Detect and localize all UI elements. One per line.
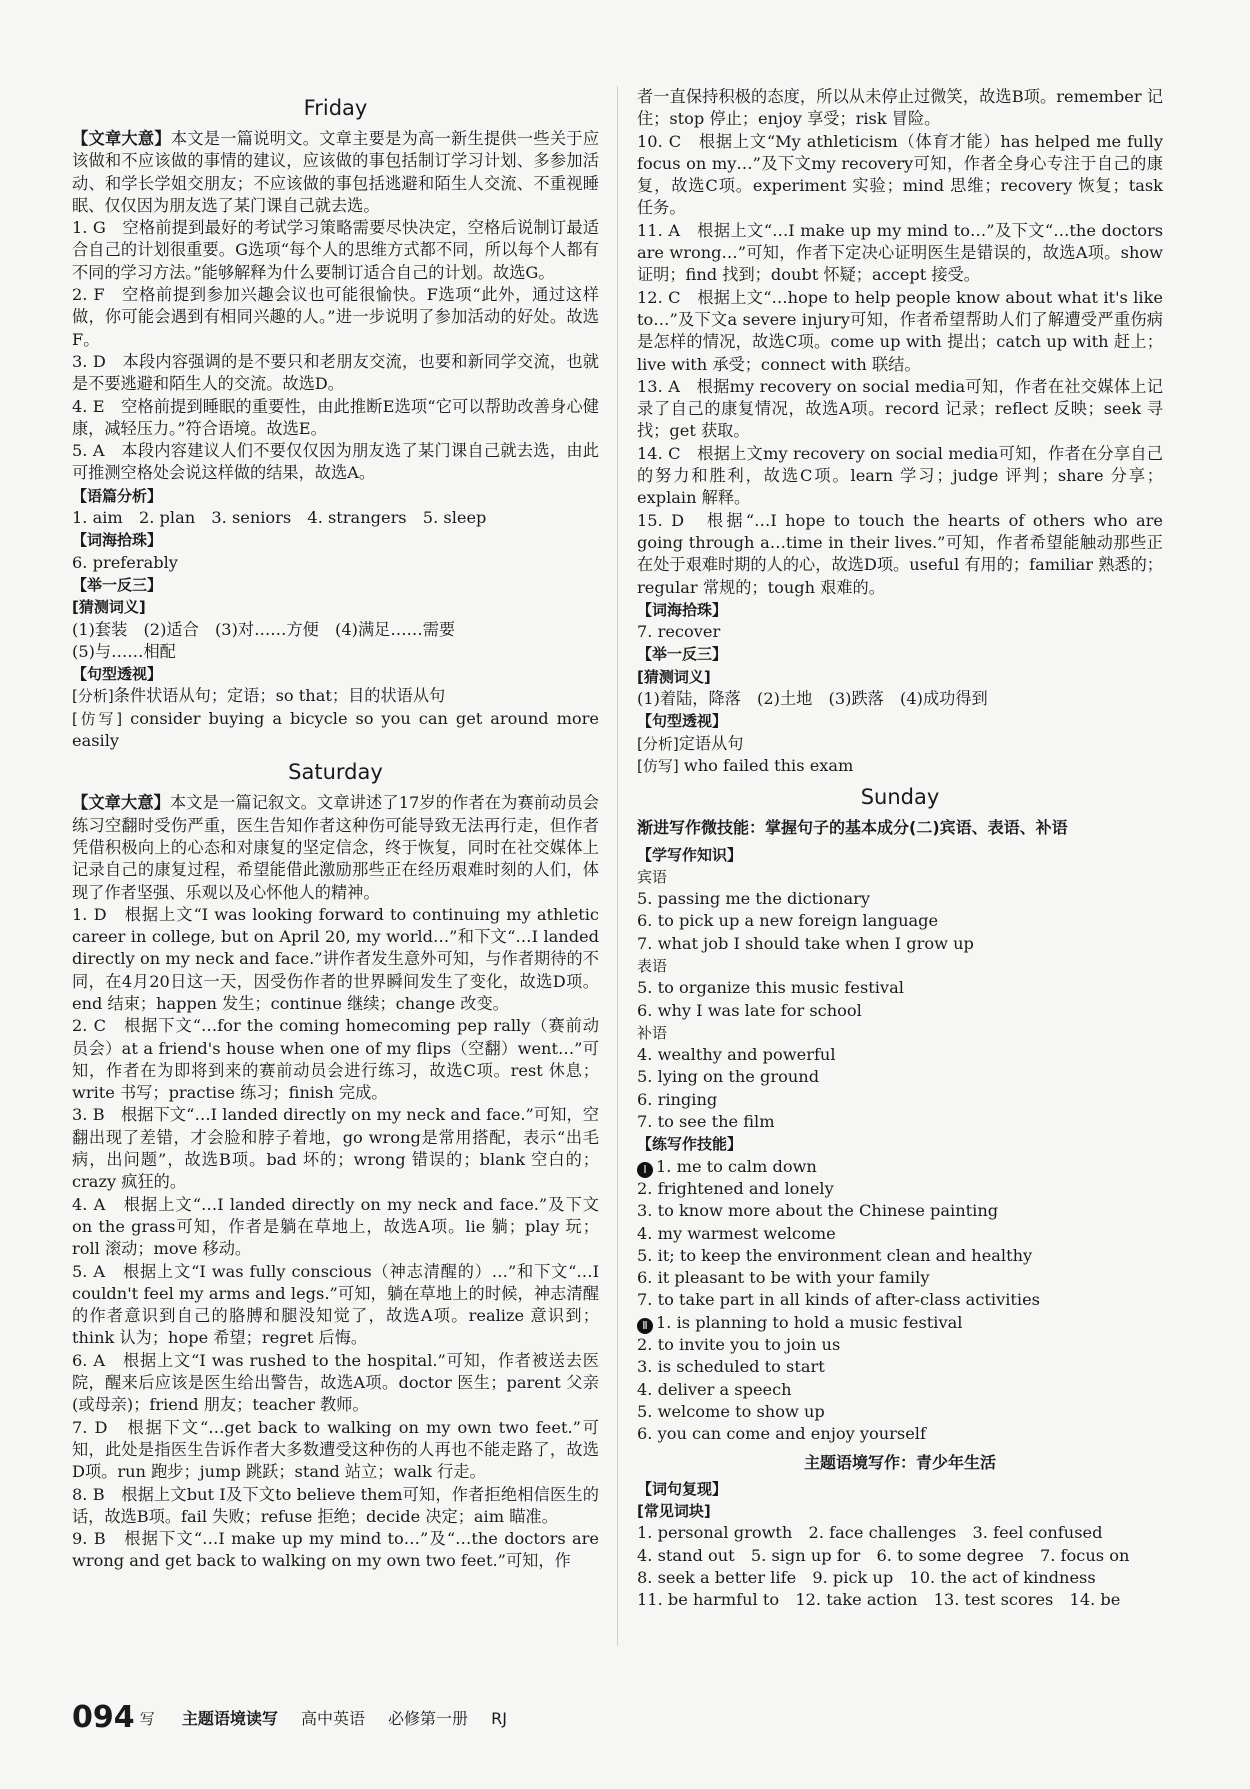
- sunday-title: Sunday: [860, 785, 940, 810]
- answer-line: 6. why I was late for school: [637, 1000, 862, 1020]
- imitation-text: who failed this exam: [683, 755, 854, 775]
- friday-item: 1. G 空格前提到最好的考试学习策略需要尽快决定，空格后说制订最适合自己的计划很重要。G选项“每个人的思维方式都不同，所以每个人都有不同的学习方法。”能够解释为什么要制订适合自己的计划。故选G。: [72, 218, 599, 282]
- saturday-item: 11. A 根据上文“…I make up my mind to…”及下文“…the doctors are wrong…”可知，作者下定决心证明医生是错误的，故选A项。show 证明；find 找到；doubt 怀疑；accept 接受。: [637, 220, 1163, 285]
- answer-line: 4. wealthy and powerful: [637, 1045, 836, 1065]
- answer-line: 5. it; to keep the environment clean and healthy: [637, 1245, 1033, 1265]
- answer-line: 6. it pleasant to be with your family: [637, 1268, 930, 1288]
- saturday-item: 10. C 根据上文“My athleticism（体育才能）has helped me fully focus on my…”及下文my recovery可知，作者全身心专注于自己的康复，故选C项。experiment 实验；mind 思维；recovery 恢复；task 任务。: [637, 131, 1163, 218]
- answer-line: 5. passing me the dictionary: [637, 889, 871, 909]
- friday-item: 2. F 空格前提到参加兴趣会议也可能很愉快。F选项“此外，通过这样做，你可能会遇到有相同兴趣的人。”进一步说明了参加活动的好处。故选F。: [72, 285, 599, 349]
- analysis-line: [637, 733, 1163, 755]
- summary-tag: 【文章大意】: [72, 129, 171, 148]
- section-heading: 【练写作技能】: [637, 1135, 743, 1154]
- friday-item: 5. A 本段内容建议人们不要仅仅因为朋友选了某门课自己就去选，由此可推测空格处会说这样做的结果，故选A。: [72, 441, 599, 483]
- answer-line: 7. to take part in all kinds of after-class activities: [637, 1290, 1040, 1310]
- answer-line: 7. to see the film: [637, 1112, 775, 1132]
- part-two-marker: Ⅱ: [637, 1318, 653, 1334]
- saturday-item: 5. A 根据上文“I was fully conscious（神志清醒的）…”和下文“…I couldn't feel my arms and legs.”可知，躺在草地上的时候，神志清醒的作者意识到自己的胳膊和腿没知觉了，故选A项。realize 意识到；think 认为；hope 希望；regret 后悔。: [72, 1261, 599, 1348]
- section-heading: 【学写作知识】: [637, 845, 743, 864]
- saturday-item: 3. B 根据下文“…I landed directly on my neck and face.”可知，空翻出现了差错，才会脸和脖子着地，go wrong是常用搭配，表示“出毛病，出问题”，故选B项。bad 坏的；wrong 错误的；blank 空白的；crazy 疯狂的。: [72, 1105, 599, 1192]
- group-label: 宾语: [637, 867, 668, 886]
- tag-analysis: [分析]: [637, 734, 679, 753]
- section-heading: 【举一反三】: [637, 645, 728, 664]
- answer-line: 7. recover: [637, 622, 721, 642]
- saturday-item: 者一直保持积极的态度，所以从未停止过微笑，故选B项。remember 记住；stop 停止；enjoy 享受；risk 冒险。: [637, 87, 1163, 129]
- answer-line: 1. personal growth 2. face challenges 3. feel confused: [637, 1523, 1103, 1543]
- saturday-item: 6. A 根据上文“I was rushed to the hospital.”可知，作者被送去医院，醒来后应该是医生给出警告，故选A项。doctor 医生；parent 父亲(或母亲)；friend 朋友；teacher 教师。: [72, 1350, 599, 1415]
- answer-line: [637, 1156, 1163, 1178]
- answer-line: 7. what job I should take when I grow up: [637, 933, 974, 953]
- answer-line: 6. to pick up a new foreign language: [637, 911, 939, 931]
- summary-text: 本文是一篇说明文。文章主要是为高一新生提供一些关于应该做和不应该做的事情的建议，应该做的事包括制订学习计划、多参加活动、和学长学姐交朋友；不应该做的事包括逃避和陌生人交流、不重视睡眠、仅仅因为朋友选了某门课自己就去选。: [72, 129, 600, 215]
- imitation-line: [637, 755, 1163, 777]
- friday-title: Friday: [303, 96, 368, 120]
- left-column: [72, 88, 599, 1573]
- answer-line: 6. ringing: [637, 1089, 718, 1109]
- book-volume: 必修第一册: [388, 1709, 469, 1728]
- answer-line: 5. to organize this music festival: [637, 978, 904, 998]
- imitation-line: [72, 708, 599, 753]
- right-column: [637, 86, 1163, 1612]
- answer-line: 5. welcome to show up: [637, 1401, 825, 1421]
- section-heading: 【词句复现】: [637, 1479, 728, 1498]
- answer-line: (1)套装 (2)适合 (3)对……方便 (4)满足……需要: [72, 619, 456, 639]
- section-heading: 【举一反三】: [72, 575, 163, 594]
- section-heading: 【句型透视】: [72, 665, 163, 684]
- friday-item: 3. D 本段内容强调的是不要只和老朋友交流，也要和新同学交流，也就是不要逃避和陌生人的交流。故选D。: [72, 351, 599, 394]
- saturday-item: 9. B 根据下文“…I make up my mind to…”及“…the doctors are wrong and get back to walking on my own two feet.”可知，作: [72, 1529, 599, 1571]
- answer-line: 3. is scheduled to start: [637, 1357, 825, 1377]
- book-title: 主题语境读写: [181, 1709, 278, 1728]
- answer-line: 6. preferably: [72, 552, 178, 572]
- answer-line: 6. you can come and enjoy yourself: [637, 1424, 926, 1444]
- analysis-line: [72, 685, 599, 707]
- summary-text: 本文是一篇记叙文。文章讲述了17岁的作者在为赛前动员会练习空翻时受伤严重，医生告知作者这种伤可能导致无法再行走，但作者凭借积极向上的心态和对康复的坚定信念，终于恢复，同时在社交媒体上记录自己的康复过程，希望能借此激励那些正在经历艰难时刻的人们，体现了作者坚强、乐观以及心怀他人的精神。: [72, 793, 599, 902]
- page-footer: [72, 1700, 525, 1740]
- saturday-summary: [72, 792, 599, 903]
- tag-imitation: [仿写]: [72, 709, 123, 728]
- column-divider: [617, 86, 618, 1646]
- analysis-text: 条件状语从句；定语；so that；目的状语从句: [113, 686, 446, 706]
- analysis-text: 定语从句: [678, 733, 744, 753]
- page-section: 写: [139, 1710, 155, 1728]
- page-number: 094: [72, 1700, 135, 1735]
- section-heading: 【语篇分析】: [72, 486, 163, 505]
- imitation-text: consider buying a bicycle so you can get around more easily: [72, 708, 599, 751]
- skill-heading: 渐进写作微技能：掌握句子的基本成分(二)宾语、表语、补语: [637, 818, 1068, 838]
- answer-line: 4. deliver a speech: [637, 1379, 792, 1399]
- subsection-heading: [常见词块]: [637, 1502, 711, 1521]
- subsection-heading: [猜测词义]: [72, 598, 146, 617]
- answer-line: 11. be harmful to 12. take action 13. test scores 14. be: [637, 1590, 1121, 1610]
- answer-line: 4. my warmest welcome: [637, 1223, 836, 1243]
- group-label: 表语: [637, 956, 668, 975]
- saturday-item: 8. B 根据上文but I及下文to believe them可知，作者拒绝相信医生的话，故选B项。fail 失败；refuse 拒绝；decide 决定；aim 瞄准。: [72, 1484, 599, 1526]
- saturday-item: 14. C 根据上文my recovery on social media可知，作者在分享自己的努力和胜利，故选C项。learn 学习；judge 评判；share 分享；explain 解释。: [637, 443, 1163, 508]
- answer-text: 1. me to calm down: [656, 1156, 817, 1176]
- section-heading: 【词海拾珠】: [637, 600, 728, 619]
- tag-analysis: [分析]: [72, 687, 114, 706]
- section-heading: 【句型透视】: [637, 712, 728, 731]
- subsection-heading: [猜测词义]: [637, 667, 711, 686]
- saturday-item: 4. A 根据上文“…I landed directly on my neck and face.”及下文on the grass可知，作者是躺在草地上，故选A项。lie 躺；play 玩；roll 滚动；move 移动。: [72, 1194, 599, 1259]
- saturday-item: 2. C 根据下文“…for the coming homecoming pep rally（赛前动员会）at a friend's house when one of my flips（空翻）went…”可知，作者在为即将到来的赛前动员会进行练习，故选C项。rest 休息；write 书写；practise 练习；finish 完成。: [72, 1016, 599, 1103]
- saturday-title: Saturday: [288, 760, 383, 785]
- saturday-item: 12. C 根据上文“…hope to help people know about what it's like to…”及下文a severe injury可知，作者希望帮助人们了解遭受严重伤病是怎样的情况，故选C项。come up with 提出；catch up with 赶上；live with 承受；connect with 联结。: [637, 287, 1163, 374]
- answer-line: 1. aim 2. plan 3. seniors 4. strangers 5. sleep: [72, 508, 487, 528]
- friday-summary: [72, 128, 599, 217]
- part-one-marker: Ⅰ: [637, 1162, 653, 1178]
- theme-heading: 主题语境写作：青少年生活: [803, 1452, 996, 1472]
- book-edition: RJ: [491, 1709, 507, 1728]
- tag-imitation: [仿写]: [637, 756, 679, 775]
- answer-line: 2. frightened and lonely: [637, 1178, 834, 1198]
- saturday-item: 7. D 根据下文“…get back to walking on my own two feet.”可知，此处是指医生告诉作者大多数遭受这种伤的人再也不能走路了，故选D项。run 跑步；jump 跳跃；stand 站立；walk 行走。: [72, 1417, 599, 1482]
- answer-line: 5. lying on the ground: [637, 1067, 820, 1087]
- answer-line: (5)与……相配: [72, 641, 176, 661]
- group-label: 补语: [637, 1023, 668, 1042]
- answer-line: 3. to know more about the Chinese painting: [637, 1201, 999, 1221]
- book-level: 高中英语: [300, 1709, 365, 1728]
- friday-item: 4. E 空格前提到睡眠的重要性，由此推断E选项“它可以帮助改善身心健康，减轻压力。”符合语境。故选E。: [72, 396, 599, 438]
- section-heading: 【词海拾珠】: [72, 531, 163, 550]
- answer-text: 1. is planning to hold a music festival: [656, 1312, 963, 1332]
- answer-line: [637, 1312, 1163, 1334]
- saturday-item: 1. D 根据上文“I was looking forward to continuing my athletic career in college, but on April 20, my world…”和下文“…I landed directly on my neck and face.”讲作者发生意外可知，与作者期待的不同，在4月20日这一天，因受伤作者的世界瞬间发生了变化，故选D项。end 结束；happen 发生；continue 继续；change 改变。: [72, 904, 599, 1013]
- answer-line: 8. seek a better life 9. pick up 10. the act of kindness: [637, 1568, 1096, 1587]
- summary-tag: 【文章大意】: [72, 793, 171, 813]
- saturday-item: 15. D 根据“…I hope to touch the hearts of others who are going through a…time in their lives.”可知，作者希望能触动那些正在处于艰难时期的人的心，故选D项。useful 有用的；familiar 熟悉的；regular 常规的；tough 艰难的。: [637, 510, 1163, 597]
- saturday-item: 13. A 根据my recovery on social media可知，作者在社交媒体上记录了自己的康复情况，故选A项。record 记录；reflect 反映；seek 寻找；get 获取。: [637, 376, 1163, 441]
- answer-line: (1)着陆，降落 (2)土地 (3)跌落 (4)成功得到: [637, 689, 988, 709]
- answer-line: 2. to invite you to join us: [637, 1335, 841, 1355]
- answer-line: 4. stand out 5. sign up for 6. to some degree 7. focus on: [637, 1545, 1130, 1565]
